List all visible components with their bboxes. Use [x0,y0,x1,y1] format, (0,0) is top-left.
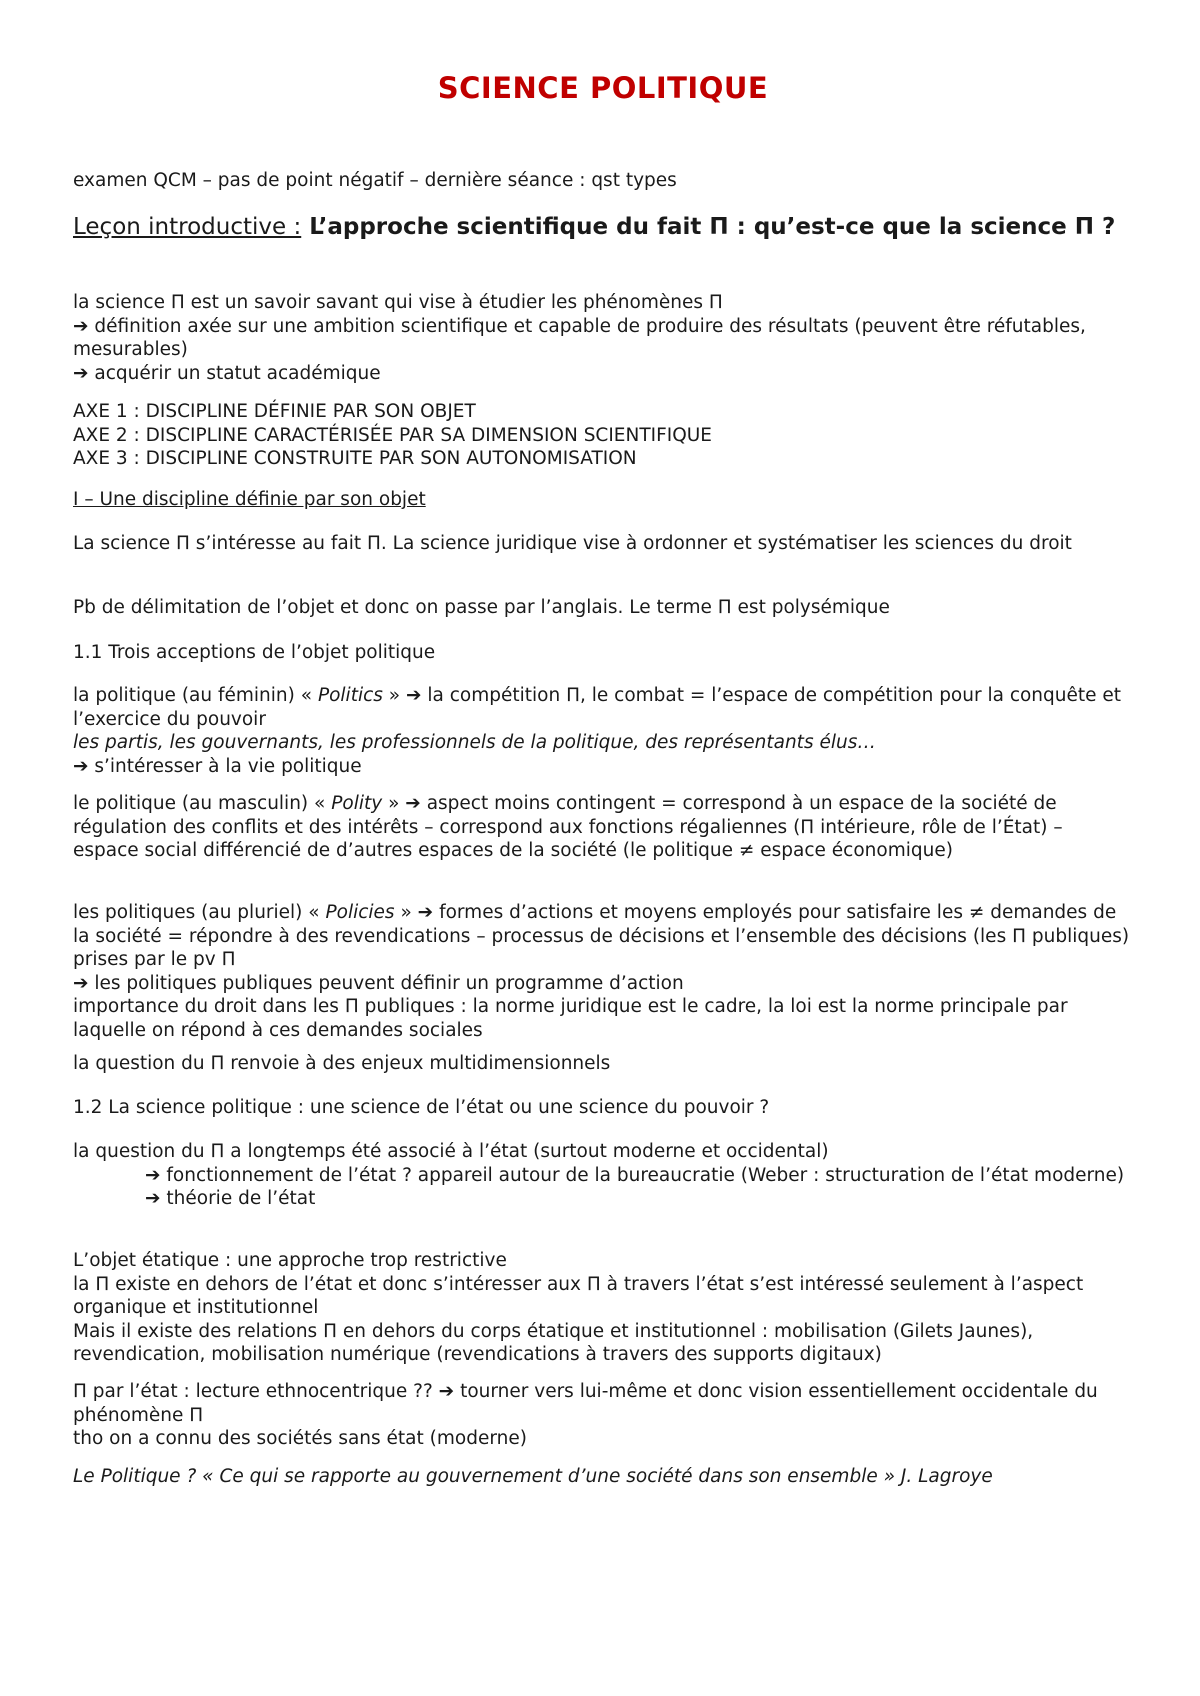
polity-term: Polity [331,793,383,814]
lesson-title: L’approche scientifique du fait Π : qu’est-ce que la science Π ? [301,214,1116,240]
science-text: La science Π s’intéresse au fait Π. La science juridique vise à ordonner et systématiser les sciences du droit [73,533,1072,554]
restrictive-line-2: la Π existe en dehors de l’état et donc s’intéresser aux Π à travers l’état s’est intéressé seulement à l’aspect organique et institutionnel [73,1273,1084,1318]
intro-line-2: définition axée sur une ambition scientifique et capable de produire des résultats (peuvent être réfutables, mesurables) [73,315,1086,360]
subsection-1-2 [73,1096,1133,1120]
politics-paragraph [73,684,1133,778]
politics-then: s’intéresser à la vie politique [88,755,362,777]
lesson-heading [73,213,1133,242]
arrow-icon: ➔ [417,902,434,923]
policies-term: Policies [325,902,395,923]
policies-lead: les politiques (au pluriel) « [73,902,326,923]
state-line-3: théorie de l’état [160,1188,316,1209]
policies-then: les politiques publiques peuvent définir un programme d’action [88,972,684,994]
policies-definition: formes d’actions et moyens employés pour satisfaire les ≠ demandes de la société = répondre à des revendications – processus de décisions et l’ensemble des décisions (les Π publiques) prises par le pv Π [73,902,1130,970]
subsection-1-2-title: 1.2 La science politique : une science de l’état ou une science du pouvoir ? [73,1097,770,1118]
ethno-paragraph [73,1380,1133,1451]
arrow-icon: ➔ [406,685,422,706]
arrow-icon: ➔ [145,1188,161,1209]
page-title: SCIENCE POLITIQUE [437,71,769,105]
exam-note [73,169,1133,193]
axis-item: AXE 3 : DISCIPLINE CONSTRUITE PAR SON AUTONOMISATION [73,448,637,469]
polity-definition: aspect moins contingent = correspond à un espace de la société de régulation des conflits et des intérêts – correspond aux fonctions régaliennes (Π intérieure, rôle de l’État) – espace social différencié de d’autres espaces de la société (le politique ≠ espace économique) [73,793,1063,861]
state-line-1: la question du Π a longtemps été associé à l’état (surtout moderne et occidental) [73,1141,829,1162]
polity-paragraph [73,792,1133,863]
subsection-1-1-title: 1.1 Trois acceptions de l’objet politique [73,642,436,663]
arrow-icon: ➔ [438,1381,455,1402]
pb-text: Pb de délimitation de l’objet et donc on passe par l’anglais. Le terme Π est polysémique [73,597,890,618]
axis-item: AXE 2 : DISCIPLINE CARACTÉRISÉE PAR SA DIMENSION SCIENTIFIQUE [73,424,712,446]
question-text: la question du Π renvoie à des enjeux multidimensionnels [73,1053,611,1074]
question-paragraph [73,1052,1133,1076]
policies-close: » [394,902,418,923]
restrictive-line-3: Mais il existe des relations Π en dehors du corps étatique et institutionnel : mobilisation (Gilets Jaunes), revendication, mobilisation numérique (revendications à travers des supports digitaux) [73,1320,1034,1365]
section-1-title: I – Une discipline définie par son objet [73,489,426,510]
arrow-icon: ➔ [73,362,89,384]
policies-law: importance du droit dans les Π publiques : la norme juridique est le cadre, la loi est la norme principale par laquelle on répond à ces demandes sociales [73,996,1068,1041]
arrow-icon: ➔ [73,755,89,777]
polity-lead: le politique (au masculin) « [73,793,332,814]
intro-line-1: la science Π est un savoir savant qui vise à étudier les phénomènes Π [73,292,723,313]
restrictive-paragraph [73,1249,1133,1367]
ethno-lead: Π par l’état : lecture ethnocentrique ?? [73,1381,439,1402]
politics-close: » [382,685,406,706]
state-paragraph [73,1140,1133,1211]
intro-paragraph [73,291,1133,385]
quote-paragraph [73,1465,1133,1489]
state-line-2: fonctionnement de l’état ? appareil autour de la bureaucratie (Weber : structuration de l’état moderne) [160,1164,1125,1186]
arrow-icon: ➔ [73,315,89,337]
politics-definition: la compétition Π, le combat = l’espace de compétition pour la conquête et l’exercice du pouvoir [73,685,1122,730]
ethno-text: tourner vers lui-même et donc vision essentiellement occidentale du phénomène Π [73,1381,1098,1426]
arrow-icon: ➔ [73,972,89,994]
restrictive-line-1: L’objet étatique : une approche trop restrictive [73,1250,507,1271]
arrow-icon: ➔ [145,1164,161,1186]
lesson-label: Leçon introductive : [73,214,302,240]
axes-list [73,400,1133,471]
politics-lead: la politique (au féminin) « [73,685,318,706]
ethno-line-2: tho on a connu des sociétés sans état (moderne) [73,1428,527,1449]
politics-term: Politics [317,685,383,706]
intro-line-3: acquérir un statut académique [88,362,381,384]
section-1-heading [73,488,1133,512]
subsection-1-1 [73,641,1133,665]
exam-note-text: examen QCM – pas de point négatif – dernière séance : qst types [73,170,677,191]
arrow-icon: ➔ [405,793,421,814]
pb-paragraph [73,596,1133,620]
axis-item: AXE 1 : DISCIPLINE DÉFINIE PAR SON OBJET [73,401,476,422]
polity-close: » [382,793,406,814]
politics-examples: les partis, les gouvernants, les professionnels de la politique, des représentants élus… [73,732,876,753]
quote-text: Le Politique ? « Ce qui se rapporte au gouvernement d’une société dans son ensemble » J. Lagroye [73,1466,993,1487]
science-paragraph [73,532,1133,556]
policies-paragraph [73,901,1133,1042]
